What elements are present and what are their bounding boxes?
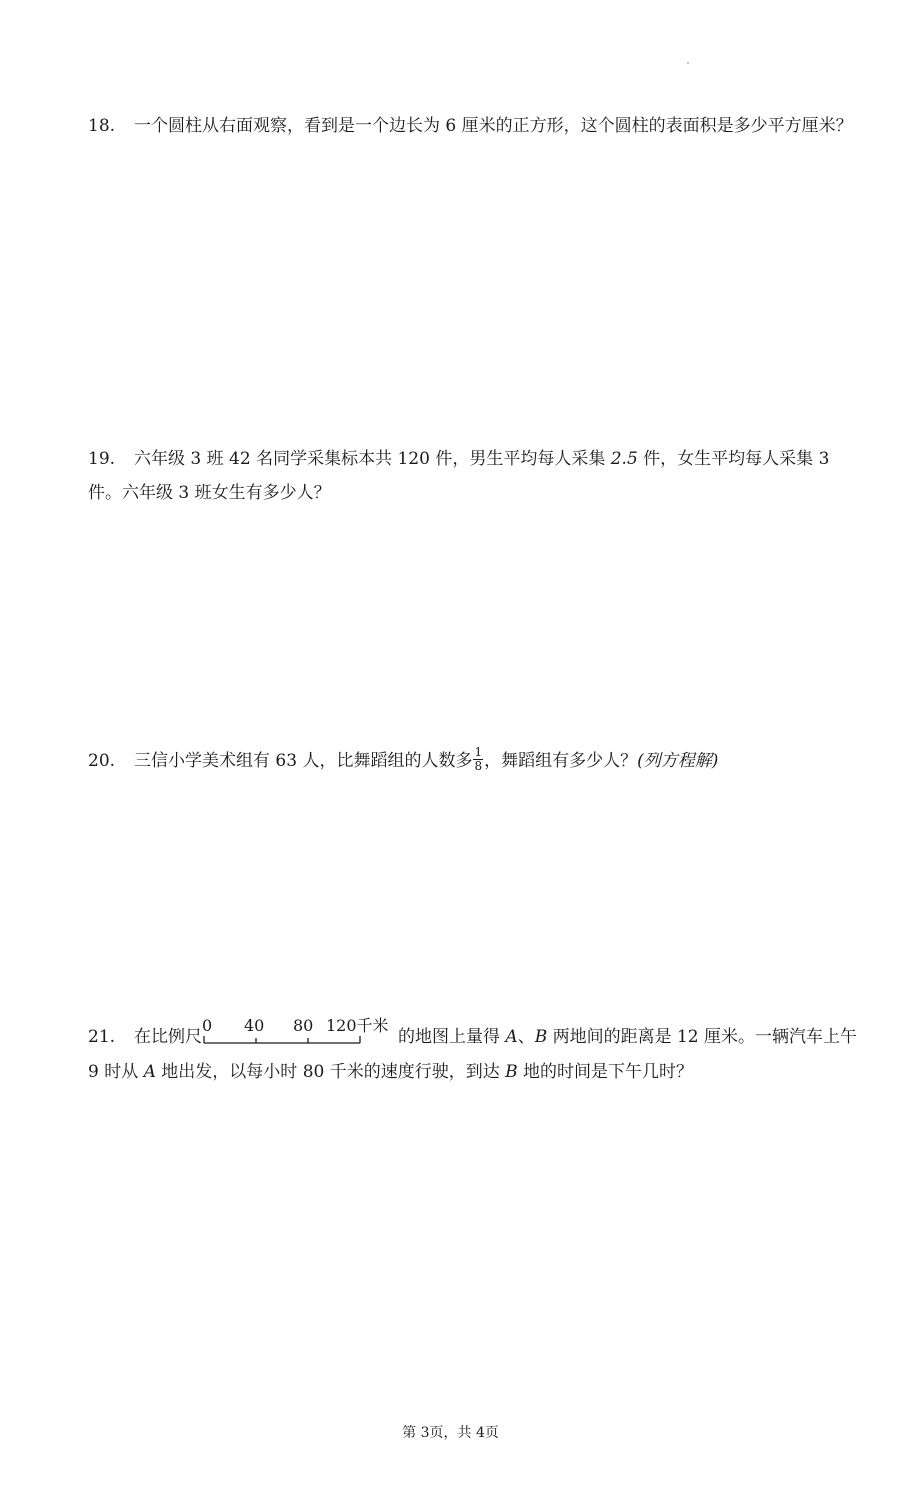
- scan-speck: [687, 62, 689, 64]
- question-18: [88, 109, 863, 143]
- scale-label-120: 120千米: [326, 1015, 389, 1035]
- question-number: 21.: [88, 1027, 116, 1047]
- scale-bar: [202, 1016, 398, 1050]
- variable-b: B: [534, 1027, 548, 1047]
- question-number-value: 2.5: [610, 449, 638, 469]
- question-text-part: 两地间的距离是 12 厘米。一辆汽车上午 9 时从: [88, 1027, 858, 1082]
- fraction-numerator: 1: [474, 745, 483, 759]
- question-text-part: 三信小学美术组有 63 人，比舞蹈组的人数多: [134, 751, 473, 771]
- question-text-part: 的地图上量得: [398, 1027, 506, 1047]
- scale-label-80: 80: [293, 1015, 314, 1035]
- question-text-part: 六年级 3 班 42 名同学采集标本共 120 件，男生平均每人采集: [134, 449, 611, 469]
- variable-a: A: [505, 1027, 518, 1047]
- page-footer: 第 3页，共 4页: [402, 1425, 499, 1441]
- question-19: [88, 442, 863, 510]
- question-text-part: ，舞蹈组有多少人？: [484, 751, 638, 771]
- variable-a: A: [143, 1061, 156, 1082]
- scale-label-0: 0: [202, 1015, 213, 1035]
- question-text-part: 地出发，以每小时 80 千米的速度行驶，到达: [155, 1061, 506, 1082]
- question-text: 一个圆柱从右面观察，看到是一个边长为 6 厘米的正方形，这个圆柱的表面积是多少平方厘米？: [134, 116, 853, 136]
- question-text-part: 地的时间是下午几时？: [517, 1061, 694, 1082]
- question-text-part: 件，女生平均每人采集 3 件。六年级 3 班女生有多少人？: [88, 449, 830, 503]
- question-21: [88, 1015, 863, 1089]
- question-20: [88, 744, 863, 778]
- question-text-part: 、: [517, 1027, 535, 1047]
- question-number: 19.: [88, 449, 116, 469]
- question-number: 18.: [88, 116, 116, 136]
- scale-label-40: 40: [244, 1015, 265, 1035]
- variable-b: B: [505, 1061, 518, 1082]
- question-number: 20.: [88, 751, 116, 771]
- question-note: (列方程解): [637, 751, 719, 771]
- fraction: [473, 746, 483, 773]
- fraction-denominator: 8: [474, 759, 483, 773]
- question-text-part: 在比例尺: [134, 1027, 202, 1047]
